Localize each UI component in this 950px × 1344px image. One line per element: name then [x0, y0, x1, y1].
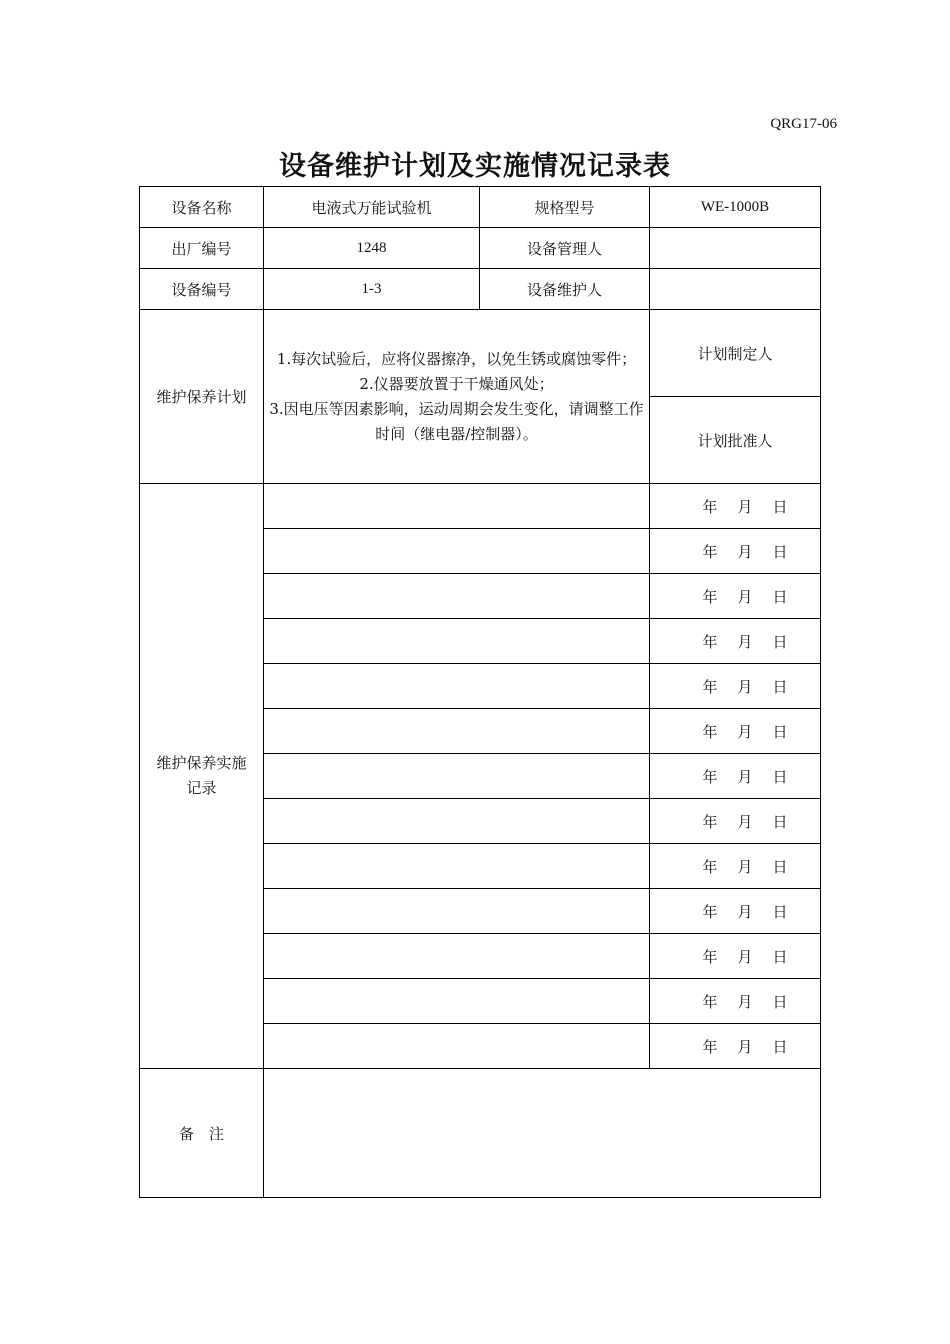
maintainer-label: 设备维护人 — [480, 269, 650, 310]
record-date-month: 月 — [737, 857, 753, 876]
record-date-year: 年 — [702, 497, 718, 516]
row-serial — [140, 228, 821, 269]
serial-value[interactable]: 1248 — [264, 228, 480, 269]
record-date-year: 年 — [702, 677, 718, 696]
record-date-year: 年 — [702, 632, 718, 651]
record-date-day: 日 — [772, 992, 788, 1011]
document-code: QRG17-06 — [770, 116, 837, 132]
record-date-month: 月 — [737, 632, 753, 651]
record-date-cell[interactable] — [650, 574, 821, 619]
record-date-year: 年 — [702, 542, 718, 561]
record-date-month: 月 — [737, 812, 753, 831]
record-date-month: 月 — [737, 542, 753, 561]
plan-maker-cell[interactable] — [650, 310, 821, 397]
record-content-cell[interactable] — [264, 664, 650, 709]
record-content-cell[interactable] — [264, 484, 650, 529]
record-date-cell[interactable] — [650, 484, 821, 529]
record-date-day: 日 — [772, 632, 788, 651]
plan-item: 1.每次试验后，应将仪器擦净，以免生锈或腐蚀零件； — [276, 349, 637, 368]
model-value[interactable]: WE-1000B — [650, 187, 821, 228]
remarks-content-cell[interactable] — [264, 1069, 821, 1198]
record-content-cell[interactable] — [264, 889, 650, 934]
record-content-cell[interactable] — [264, 934, 650, 979]
record-date-day: 日 — [772, 812, 788, 831]
record-date-month: 月 — [737, 497, 753, 516]
record-date-year: 年 — [702, 902, 718, 921]
plan-approver-label: 计划批准人 — [697, 431, 773, 450]
record-date-cell[interactable] — [650, 529, 821, 574]
document-title: 设备维护计划及实施情况记录表 — [279, 151, 671, 182]
record-row — [140, 484, 821, 529]
record-date-cell[interactable] — [650, 709, 821, 754]
record-content-cell[interactable] — [264, 754, 650, 799]
record-date-year: 年 — [702, 722, 718, 741]
record-date-day: 日 — [772, 722, 788, 741]
record-content-cell[interactable] — [264, 709, 650, 754]
record-date-year: 年 — [702, 767, 718, 786]
record-content-cell[interactable] — [264, 844, 650, 889]
plan-item: 3.因电压等因素影响，运动周期会发生变化，请调整工作时间（继电器/控制器）。 — [269, 399, 644, 443]
plan-item: 2.仪器要放置于干燥通风处； — [359, 374, 554, 393]
record-date-year: 年 — [702, 947, 718, 966]
record-date-cell[interactable] — [650, 754, 821, 799]
record-date-cell[interactable] — [650, 979, 821, 1024]
record-date-year: 年 — [702, 587, 718, 606]
record-date-year: 年 — [702, 992, 718, 1011]
records-label-line: 记录 — [186, 779, 217, 797]
record-date-day: 日 — [772, 902, 788, 921]
record-content-cell[interactable] — [264, 529, 650, 574]
record-date-day: 日 — [772, 542, 788, 561]
plan-text[interactable] — [264, 310, 650, 484]
device-no-value[interactable]: 1-3 — [264, 269, 480, 310]
serial-label: 出厂编号 — [140, 228, 264, 269]
record-date-month: 月 — [737, 677, 753, 696]
record-date-cell[interactable] — [650, 1024, 821, 1069]
record-date-cell[interactable] — [650, 934, 821, 979]
manager-value[interactable] — [650, 228, 821, 269]
record-date-year: 年 — [702, 857, 718, 876]
record-date-day: 日 — [772, 587, 788, 606]
record-date-cell[interactable] — [650, 799, 821, 844]
records-label-line: 维护保养实施 — [156, 754, 247, 772]
plan-maker-label: 计划制定人 — [697, 344, 773, 363]
maintainer-value[interactable] — [650, 269, 821, 310]
record-date-day: 日 — [772, 497, 788, 516]
device-name-label: 设备名称 — [140, 187, 264, 228]
record-date-day: 日 — [772, 677, 788, 696]
record-date-year: 年 — [702, 1037, 718, 1056]
record-date-month: 月 — [737, 902, 753, 921]
record-date-month: 月 — [737, 992, 753, 1011]
remarks-label: 备 注 — [140, 1069, 264, 1198]
record-date-cell[interactable] — [650, 844, 821, 889]
record-content-cell[interactable] — [264, 619, 650, 664]
record-form-table — [139, 186, 821, 1198]
record-content-cell[interactable] — [264, 979, 650, 1024]
manager-label: 设备管理人 — [480, 228, 650, 269]
record-date-cell[interactable] — [650, 619, 821, 664]
model-label: 规格型号 — [480, 187, 650, 228]
record-date-month: 月 — [737, 722, 753, 741]
record-date-day: 日 — [772, 857, 788, 876]
record-date-month: 月 — [737, 767, 753, 786]
record-date-day: 日 — [772, 767, 788, 786]
record-date-month: 月 — [737, 1037, 753, 1056]
record-date-month: 月 — [737, 947, 753, 966]
row-remarks — [140, 1069, 821, 1198]
row-device-no — [140, 269, 821, 310]
records-label — [140, 484, 264, 1069]
record-content-cell[interactable] — [264, 799, 650, 844]
record-date-cell[interactable] — [650, 889, 821, 934]
record-date-day: 日 — [772, 947, 788, 966]
record-date-year: 年 — [702, 812, 718, 831]
record-date-month: 月 — [737, 587, 753, 606]
plan-approver-cell[interactable] — [650, 397, 821, 484]
record-date-cell[interactable] — [650, 664, 821, 709]
device-no-label: 设备编号 — [140, 269, 264, 310]
device-name-value[interactable]: 电液式万能试验机 — [264, 187, 480, 228]
plan-label: 维护保养计划 — [140, 310, 264, 484]
row-device-name — [140, 187, 821, 228]
record-date-day: 日 — [772, 1037, 788, 1056]
record-content-cell[interactable] — [264, 574, 650, 619]
row-plan-top — [140, 310, 821, 397]
record-content-cell[interactable] — [264, 1024, 650, 1069]
